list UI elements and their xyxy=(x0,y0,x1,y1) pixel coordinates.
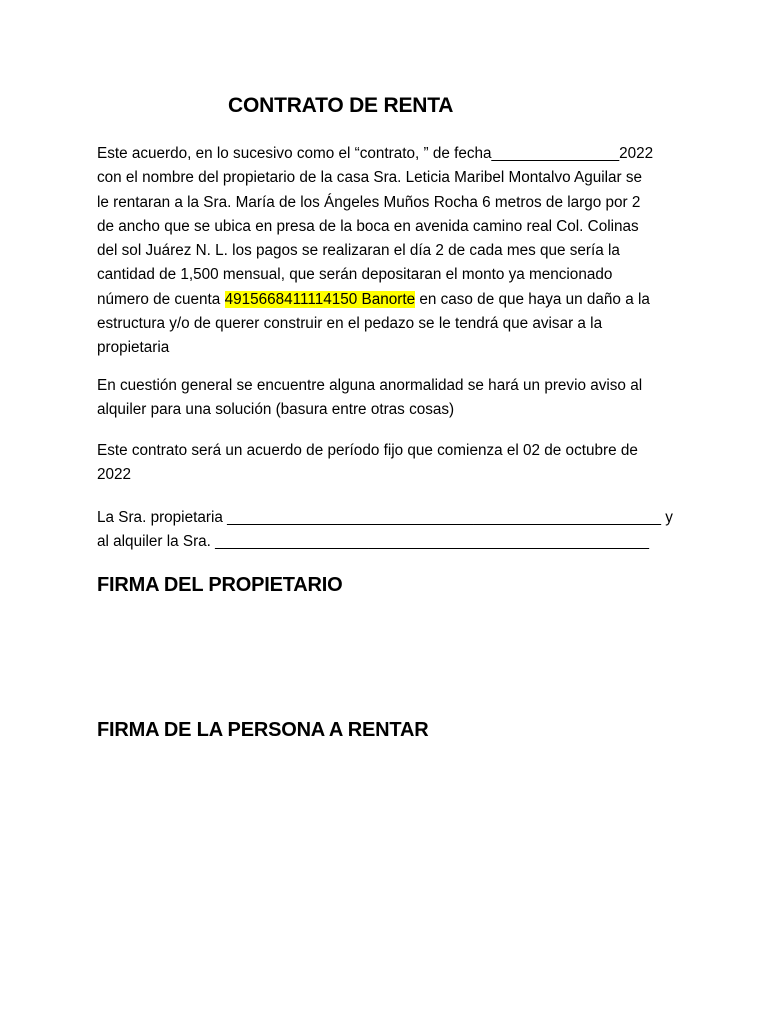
document-title: CONTRATO DE RENTA xyxy=(228,94,454,117)
text-line: propietaria xyxy=(97,339,170,357)
text-segment: número de cuenta xyxy=(97,290,225,308)
renter-signature-heading: FIRMA DE LA PERSONA A RENTAR xyxy=(97,719,429,741)
text-line: Este contrato será un acuerdo de período fijo que comienza el 02 de octubre de xyxy=(97,442,638,459)
account-number-line xyxy=(97,288,685,312)
text-line: estructura y/o de querer construir en el pedazo se le tendrá que avisar a la xyxy=(97,315,603,333)
owner-name-line: La Sra. propietaria ___________________________________________________ y xyxy=(97,509,673,526)
account-number-highlight: 4915668411114150 Banorte xyxy=(224,290,416,308)
text-line: cantidad de 1,500 mensual, que serán depositaran el monto ya mencionado xyxy=(97,266,613,284)
text-segment: en caso de que haya un daño a la xyxy=(415,290,650,308)
renter-name-line: al alquiler la Sra. ___________________________________________________ xyxy=(97,533,650,551)
text-line: Este acuerdo, en lo sucesivo como el “contrato, ” de fecha_______________2022 xyxy=(97,145,654,162)
text-line: En cuestión general se encuentre alguna anormalidad se hará un previo aviso al xyxy=(97,377,643,394)
text-line: con el nombre del propietario de la casa Sra. Leticia Maribel Montalvo Aguilar se xyxy=(97,169,643,187)
owner-signature-heading: FIRMA DEL PROPIETARIO xyxy=(97,574,343,596)
text-line: del sol Juárez N. L. los pagos se realizaran el día 2 de cada mes que sería la xyxy=(97,242,620,260)
period-paragraph xyxy=(97,439,685,488)
contract-terms-paragraph xyxy=(97,142,685,361)
text-line: 2022 xyxy=(97,466,132,484)
text-line: alquiler para una solución (basura entre otras cosas) xyxy=(97,401,455,419)
text-line: de ancho que se ubica en presa de la boca en avenida camino real Col. Colinas xyxy=(97,217,639,235)
anomaly-notice-paragraph xyxy=(97,374,685,423)
text-line: le rentaran a la Sra. María de los Ángeles Muños Rocha 6 metros de largo por 2 xyxy=(97,193,641,211)
parties-paragraph xyxy=(97,506,685,555)
